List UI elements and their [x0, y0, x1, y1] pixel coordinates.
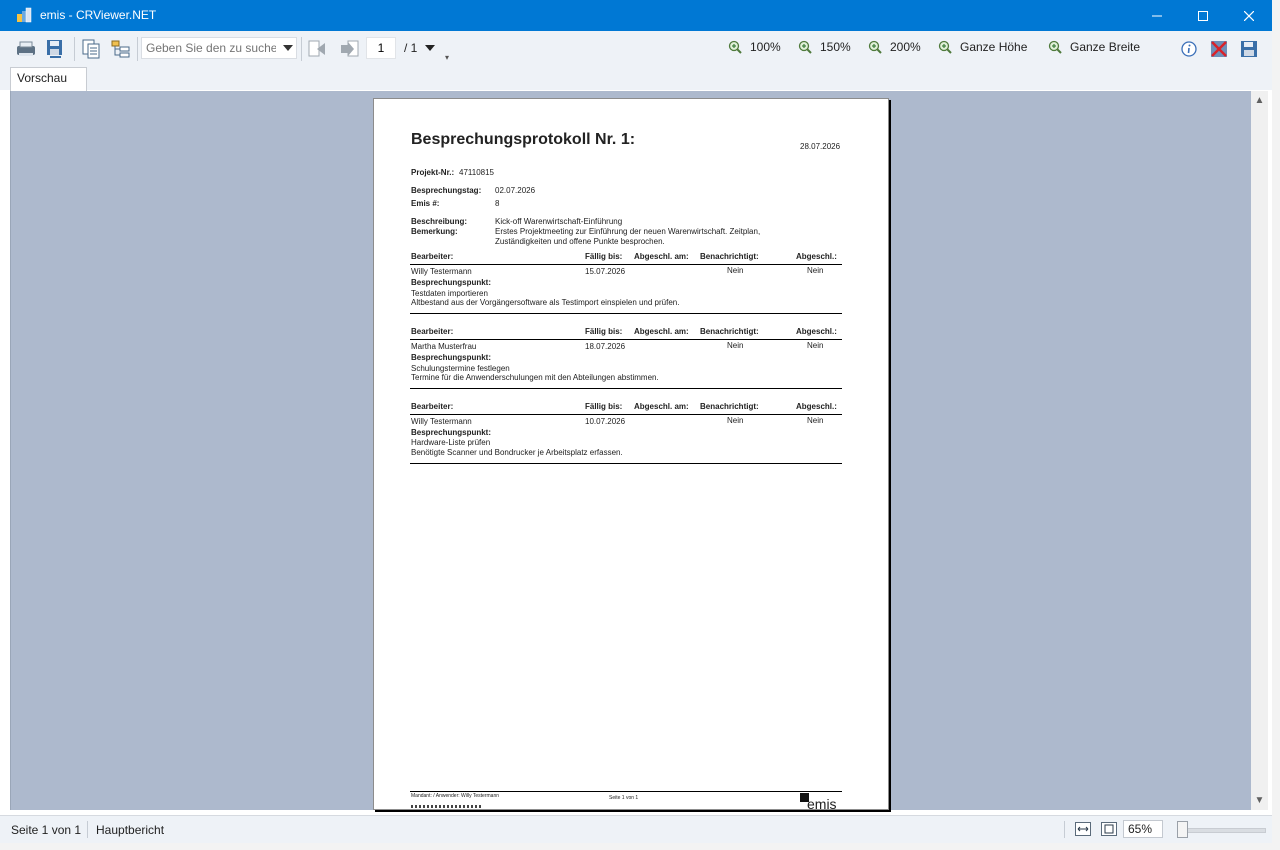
punkt-title: Testdaten importieren [411, 289, 488, 298]
beschreibung-label: Beschreibung: [411, 217, 468, 226]
column-bearbeiter: Bearbeiter: [411, 402, 454, 411]
punkt-title: Hardware-Liste prüfen [411, 438, 491, 447]
besprechungstag-label: Besprechungstag: [411, 186, 482, 195]
status-separator [87, 821, 88, 838]
status-bar [0, 815, 1272, 844]
zoom-full-width-label: Ganze Breite [1070, 40, 1141, 54]
zoom-slider[interactable] [1180, 828, 1266, 833]
fit-page-button[interactable] [1101, 822, 1117, 836]
punkt-text: Altbestand aus der Vorgängersoftware als Testimport einspielen und prüfen. [411, 298, 680, 307]
minimize-button[interactable] [1134, 0, 1180, 31]
vertical-scrollbar[interactable] [1251, 91, 1268, 810]
background-window-edge [0, 843, 1272, 850]
column-abgeschl-am: Abgeschl. am: [634, 252, 689, 261]
item-divider [410, 463, 842, 464]
status-page: Seite 1 von 1 [11, 823, 82, 837]
background-window-edge [1272, 0, 1280, 850]
projekt-value: 47110815 [459, 168, 494, 177]
zoom-level-input[interactable]: 65% [1123, 820, 1163, 838]
item-bearbeiter: Willy Testermann [411, 267, 472, 276]
printer-icon [15, 40, 37, 58]
column-benachrichtigt: Benachrichtigt: [700, 252, 759, 261]
punkt-text: Benötigte Scanner und Bondrucker je Arbeitsplatz erfassen. [411, 448, 623, 457]
bemerkung-line-2: Zuständigkeiten und offene Punkte besprochen. [495, 237, 665, 246]
item-benachrichtigt: Nein [727, 416, 744, 425]
projekt-label: Projekt-Nr.: [411, 168, 455, 177]
export-icon [46, 39, 64, 59]
column-abgeschl: Abgeschl.: [796, 327, 837, 336]
app-icon [16, 7, 32, 23]
item-abgeschl: Nein [807, 266, 824, 275]
fit-width-button[interactable] [1075, 822, 1091, 836]
zoom-full-width-button[interactable] [1048, 40, 1140, 54]
column-abgeschl: Abgeschl.: [796, 402, 837, 411]
footer-divider [410, 791, 842, 792]
report-title: Besprechungsprotokoll Nr. 1: [411, 131, 636, 148]
column-benachrichtigt: Benachrichtigt: [700, 327, 759, 336]
group-tree-button[interactable] [109, 37, 133, 61]
status-report: Hauptbericht [96, 823, 165, 837]
footer-page: Seite 1 von 1 [609, 795, 639, 801]
scroll-down-icon[interactable]: ▼ [1254, 795, 1265, 806]
save-icon [1240, 40, 1258, 58]
page-dropdown-icon[interactable] [425, 45, 435, 51]
copy-button[interactable] [79, 37, 103, 61]
besprechungstag-value: 02.07.2026 [495, 186, 536, 195]
zoom-full-height-button[interactable] [938, 40, 1027, 54]
scroll-up-icon[interactable]: ▲ [1254, 95, 1265, 106]
punkt-label: Besprechungspunkt: [411, 353, 492, 362]
info-button[interactable] [1177, 37, 1201, 61]
tab-vorschau[interactable]: Vorschau [10, 67, 87, 91]
zoom-full-height-label: Ganze Höhe [960, 40, 1028, 54]
item-divider [410, 388, 842, 389]
page-number-input[interactable]: 1 [366, 37, 396, 59]
punkt-label: Besprechungspunkt: [411, 428, 492, 437]
fit-width-icon [1075, 822, 1091, 836]
column-abgeschl-am: Abgeschl. am: [634, 402, 689, 411]
item-divider [410, 313, 842, 314]
zoom-slider-thumb[interactable] [1177, 821, 1188, 838]
header-divider [410, 264, 842, 265]
page-total: / 1 [404, 41, 418, 55]
header-divider [410, 414, 842, 415]
item-bearbeiter: Martha Musterfrau [411, 342, 477, 351]
zoom-200-button[interactable] [868, 40, 921, 54]
toolbar-separator [137, 37, 138, 61]
print-button[interactable] [14, 37, 38, 61]
zoom-icon [938, 40, 952, 54]
item-faellig: 10.07.2026 [585, 417, 626, 426]
emis-value: 8 [495, 199, 500, 208]
item-bearbeiter: Willy Testermann [411, 417, 472, 426]
search-dropdown-icon[interactable] [283, 45, 293, 51]
tree-icon [110, 39, 132, 59]
zoom-icon [728, 40, 742, 54]
zoom-150-label: 150% [820, 40, 851, 54]
report-date: 28.07.2026 [800, 142, 841, 151]
item-faellig: 15.07.2026 [585, 267, 626, 276]
fit-page-icon [1101, 822, 1117, 836]
close-icon [1244, 11, 1254, 21]
punkt-label: Besprechungspunkt: [411, 278, 492, 287]
minimize-icon [1152, 11, 1162, 21]
header-divider [410, 339, 842, 340]
footer-mandant: Mandant: / Anwender: Willy Testermann [411, 793, 500, 799]
column-abgeschl-am: Abgeschl. am: [634, 327, 689, 336]
search-box[interactable] [141, 37, 297, 59]
close-button[interactable] [1226, 0, 1272, 31]
toolbar [0, 31, 1272, 67]
delete-icon [1210, 40, 1228, 58]
column-bearbeiter: Bearbeiter: [411, 252, 454, 261]
maximize-icon [1198, 11, 1208, 21]
column-benachrichtigt: Benachrichtigt: [700, 402, 759, 411]
zoom-icon [868, 40, 882, 54]
info-icon [1181, 41, 1197, 57]
next-page-button[interactable] [337, 37, 361, 61]
zoom-200-label: 200% [890, 40, 921, 54]
copy-icon [81, 39, 101, 59]
beschreibung-value: Kick-off Warenwirtschaft-Einführung [495, 217, 623, 226]
footer-logo: emis [807, 796, 837, 810]
toolbar-separator [74, 37, 75, 61]
bemerkung-line-1: Erstes Projektmeeting zur Einführung der neuen Warenwirtschaft. Zeitplan, [495, 227, 761, 236]
export-button[interactable] [43, 37, 67, 61]
save-button[interactable] [1237, 37, 1261, 61]
column-bearbeiter: Bearbeiter: [411, 327, 454, 336]
item-benachrichtigt: Nein [727, 266, 744, 275]
tab-strip [0, 67, 1272, 90]
column-faellig: Fällig bis: [585, 402, 623, 411]
bemerkung-label: Bemerkung: [411, 227, 458, 236]
zoom-100-button[interactable] [728, 40, 781, 54]
window-title: emis - CRViewer.NET [40, 8, 157, 22]
title-bar [0, 0, 1272, 31]
first-page-icon [307, 40, 329, 58]
item-faellig: 18.07.2026 [585, 342, 626, 351]
zoom-icon [1048, 40, 1062, 54]
footer-smallprint [411, 805, 481, 808]
report-page [373, 98, 889, 810]
emis-label: Emis #: [411, 199, 440, 208]
overflow-icon[interactable]: ▾ [445, 53, 450, 62]
column-faellig: Fällig bis: [585, 327, 623, 336]
status-separator [1064, 821, 1065, 838]
zoom-100-label: 100% [750, 40, 781, 54]
column-abgeschl: Abgeschl.: [796, 252, 837, 261]
item-abgeschl: Nein [807, 341, 824, 350]
item-abgeschl: Nein [807, 416, 824, 425]
column-faellig: Fällig bis: [585, 252, 623, 261]
punkt-title: Schulungstermine festlegen [411, 364, 510, 373]
maximize-button[interactable] [1180, 0, 1226, 31]
item-benachrichtigt: Nein [727, 341, 744, 350]
zoom-150-button[interactable] [798, 40, 851, 54]
first-page-button[interactable] [306, 37, 330, 61]
search-input[interactable] [142, 39, 280, 57]
toolbar-separator [301, 37, 302, 61]
punkt-text: Termine für die Anwenderschulungen mit den Abteilungen abstimmen. [411, 373, 659, 382]
next-page-icon [338, 40, 360, 58]
close-report-button[interactable] [1207, 37, 1231, 61]
zoom-icon [798, 40, 812, 54]
